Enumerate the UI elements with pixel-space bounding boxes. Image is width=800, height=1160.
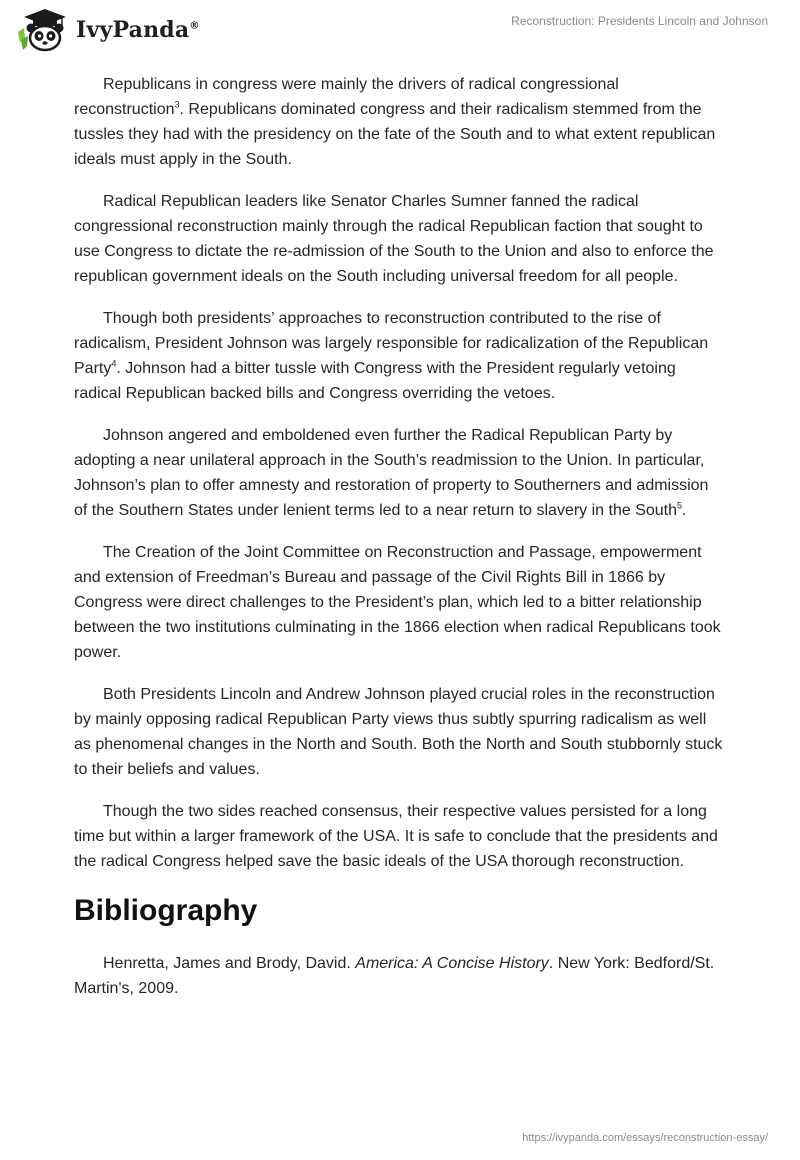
panda-graduate-icon: [16, 8, 74, 52]
source-url[interactable]: https://ivypanda.com/essays/reconstruction-essay/: [522, 1132, 768, 1144]
brand-name: IvyPanda®: [76, 17, 200, 43]
footnote-ref-4[interactable]: 4: [111, 358, 117, 369]
essay-body: [74, 72, 724, 1001]
book-title: America: A Concise History: [355, 955, 549, 972]
paragraph-6: Both Presidents Lincoln and Andrew Johnson played crucial roles in the reconstruction by mainly opposing radical Republican Party views thus subtly spurring radicalism as well as phenomenal changes in the North and South. Both the North and South stubbornly stuck to their beliefs and values.: [74, 686, 723, 778]
paragraph-4: Johnson angered and emboldened even further the Radical Republican Party by adopting a near unilateral approach in the South’s readmission to the Union. In particular, Johnson’s plan to offer amnesty and restoration of property to Southerners and admission of the Southern States under lenient terms led to a near return to slavery in the South$^5$.: [74, 427, 709, 519]
bibliography-heading: Bibliography: [74, 894, 258, 927]
page-header: [0, 0, 800, 60]
document-title: Reconstruction: Presidents Lincoln and Johnson: [511, 14, 768, 28]
footnote-ref-5[interactable]: 5: [677, 500, 683, 511]
paragraph-3: Though both presidents’ approaches to reconstruction contributed to the rise of radicalism, President Johnson was largely responsible for radicalization of the Republican Party$^4$. Johnson had a bitter tussle with Congress with the President regularly vetoing radical Republican backed bills and Congress overriding the vetoes.: [74, 310, 709, 402]
bibliography-entry: Henretta, James and Brody, David. America: A Concise History. New York: Bedford/St. Martin's, 2009.: [74, 955, 715, 997]
ivypanda-logo[interactable]: [16, 8, 200, 52]
paragraph-7: Though the two sides reached consensus, their respective values persisted for a long time but within a larger framework of the USA. It is safe to conclude that the presidents and the radical Congress helped save the basic ideals of the USA thorough reconstruction.: [74, 803, 718, 870]
paragraph-2: Radical Republican leaders like Senator Charles Sumner fanned the radical congressional reconstruction mainly through the radical Republican faction that sought to use Congress to dictate the re-admission of the South to the Union and also to enforce the republican government ideals on the South including universal freedom for all people.: [74, 193, 714, 285]
paragraph-1: Republicans in congress were mainly the drivers of radical congressional reconstruction$^3$. Republicans dominated congress and their radicalism stemmed from the tussles they had with the presidency on the fate of the South and to what extent republican ideals must apply in the South.: [74, 76, 716, 168]
footnote-ref-3[interactable]: 3: [174, 99, 180, 110]
paragraph-5: The Creation of the Joint Committee on Reconstruction and Passage, empowerment and extension of Freedman’s Bureau and passage of the Civil Rights Bill in 1866 by Congress were direct challenges to the President’s plan, which led to a bitter relationship between the two institutions culminating in the 1866 election when radical Republicans took power.: [74, 544, 721, 661]
